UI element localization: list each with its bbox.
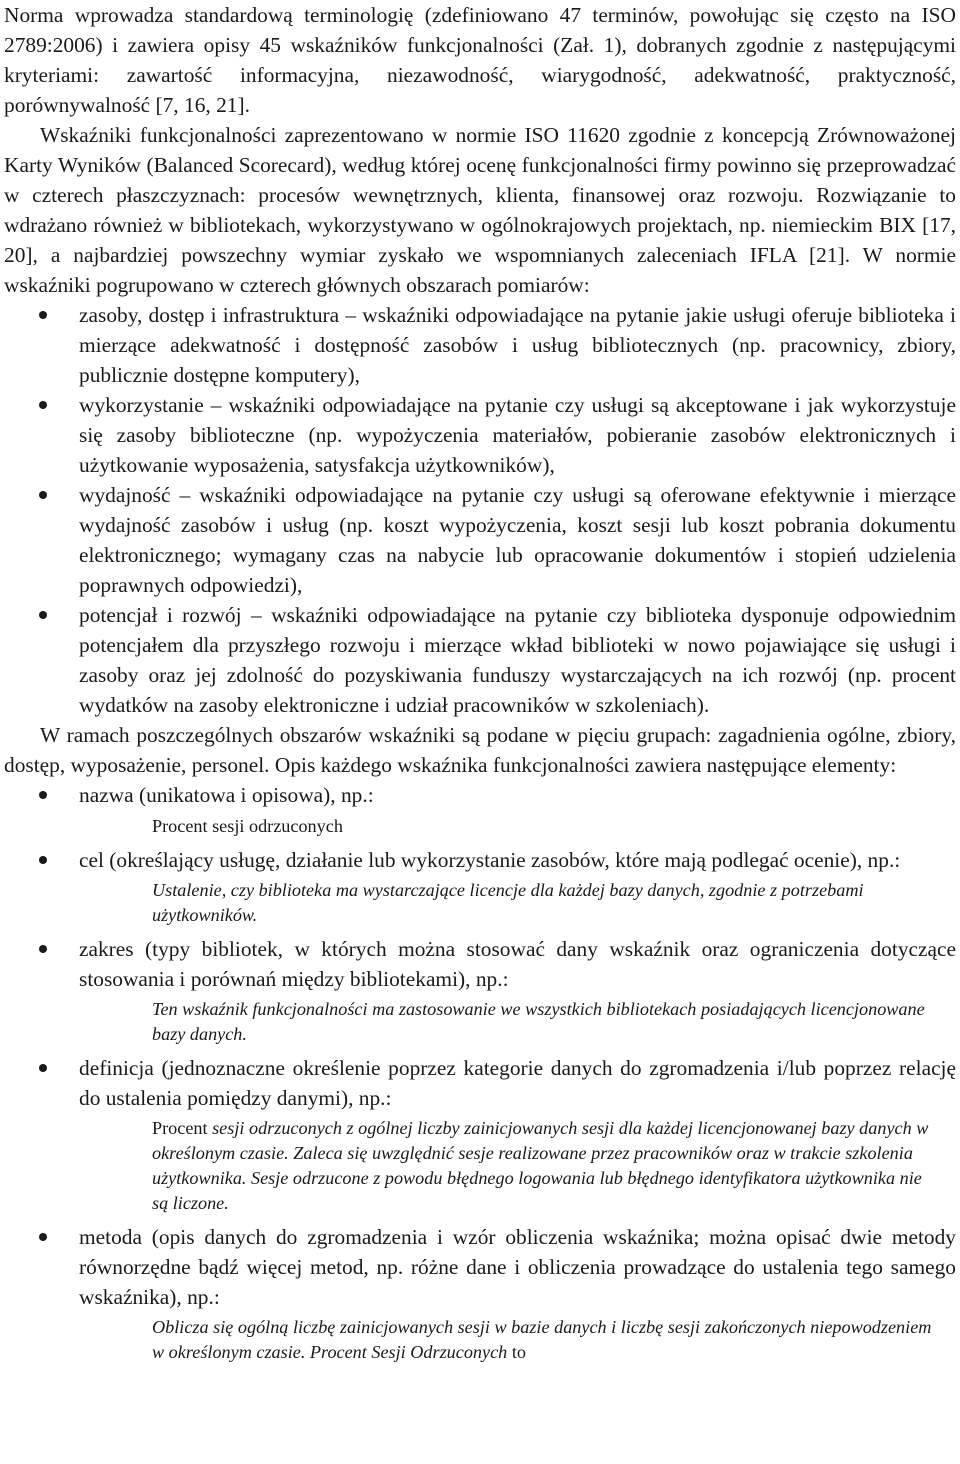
bullet-icon: [39, 401, 47, 409]
bullet-icon: [39, 491, 47, 499]
area-text: wydajność – wskaźniki odpowiadające na pytanie czy usługi są oferowane efektywnie i mierzące wydajność zasobów i usług (np. koszt wypożyczenia, koszt sesji lub koszt pobrania dokumentu elektronicznego; wymagany czas na nabycie lub opracowanie dokumentów i stopień udzielenia poprawnych odpowiedzi),: [79, 483, 956, 597]
paragraph-indicator-groups: W ramach poszczególnych obszarów wskaźniki są podane w pięciu grupach: zagadnienia ogólne, zbiory, dostęp, wyposażenie, personel. Opis każdego wskaźnika funkcjonalności zawiera następujące elementy:: [4, 723, 956, 777]
area-text: wykorzystanie – wskaźniki odpowiadające na pytanie czy usługi są akceptowane i jak wykorzystuje się zasoby biblioteczne (np. wypożyczenia materiałów, pobieranie zasobów elektronicznych i użytkowanie wyposażenia, satysfakcja użytkowników),: [79, 393, 956, 477]
list-item: [4, 480, 956, 600]
example-method: [152, 1315, 956, 1365]
element-label: zakres (typy bibliotek, w których można stosować dany wskaźnik oraz ograniczenia dotyczące stosowania i porównań między bibliotekami), np.:: [79, 937, 956, 991]
example-name: Procent sesji odrzuconych: [152, 816, 343, 836]
example-goal: Ustalenie, czy biblioteka ma wystarczające licencje dla każdej bazy danych, zgodnie z potrzebami użytkowników.: [152, 880, 864, 925]
list-item: [4, 780, 956, 810]
list-item: [4, 845, 956, 875]
paragraph-balanced-scorecard: Wskaźniki funkcjonalności zaprezentowano w normie ISO 11620 zgodnie z koncepcją Zrównoważonej Karty Wyników (Balanced Scorecard), według której ocenę funkcjonalności firmy powinno się przeprowadzać w czterech płaszczyznach: procesów wewnętrznych, klienta, finansowej oraz rozwoju. Rozwiązanie to wdrażano również w bibliotekach, wykorzystywano w ogólnokrajowych projektach, np. niemieckim BIX [17, 20], a najbardziej powszechny wymiar zyskało we wspomnianych zaleceniach IFLA [21]. W normie wskaźniki pogrupowano w czterech głównych obszarach pomiarów:: [4, 123, 956, 297]
list-item: [4, 390, 956, 480]
indicator-elements-list-5: [4, 1222, 956, 1312]
example-definition: [152, 1116, 956, 1216]
area-text: potencjał i rozwój – wskaźniki odpowiadające na pytanie czy biblioteka dysponuje odpowiednim potencjałem dla przyszłego rozwoju i mierzące wkład biblioteki w nowo pojawiające się usługi i zasoby oraz jej zdolność do pozyskiwania funduszy wystarczających na ich rozwój (np. procent wydatków na zasoby elektroniczne i udział pracowników w szkoleniach).: [79, 603, 956, 717]
list-item: [4, 1222, 956, 1312]
area-text: zasoby, dostęp i infrastruktura – wskaźniki odpowiadające na pytanie jakie usługi oferuje biblioteka i mierzące adekwatność i dostępność zasobów i usług bibliotecznych (np. pracownicy, zbiory, publicznie dostępne komputery),: [79, 303, 956, 387]
element-label: metoda (opis danych do zgromadzenia i wzór obliczenia wskaźnika; można opisać dwie metody równorzędne bądź więcej metod, np. różne dane i obliczenia prowadzące do ustalenia tego samego wskaźnika), np.:: [79, 1225, 956, 1309]
element-label: cel (określający usługę, działanie lub wykorzystanie zasobów, które mają podlegać ocenie), np.:: [79, 848, 901, 872]
indicator-elements-list-3: [4, 934, 956, 994]
indicator-elements-list: [4, 780, 956, 810]
list-item: [4, 600, 956, 720]
bullet-icon: [39, 856, 47, 864]
bullet-icon: [39, 945, 47, 953]
bullet-icon: [39, 791, 47, 799]
example-definition-text: sesji odrzuconych z ogólnej liczby zainicjowanych sesji dla każdej licencjonowanej bazy danych w określonym czasie. Zaleca się uwzględnić sesje realizowane przez pracowników oraz w trakcie szkolenia użytkownika. Sesje odrzucone z powodu błędnego logowania lub błędnego identyfikatora użytkownika nie są liczone.: [152, 1118, 929, 1213]
example-method-text: Oblicza się ogólną liczbę zainicjowanych sesji w bazie danych i liczbę sesji zakończonych niepowodzeniem w określonym czasie. Procent Sesji Odrzuconych: [152, 1317, 932, 1362]
example-definition-lead: Procent: [152, 1118, 208, 1138]
element-label: nazwa (unikatowa i opisowa), np.:: [79, 783, 374, 807]
list-item: [4, 934, 956, 994]
paragraph-norm-intro: Norma wprowadza standardową terminologię (zdefiniowano 47 terminów, powołując się często na ISO 2789:2006) i zawiera opisy 45 wskaźników funkcjonalności (Zał. 1), dobranych zgodnie z następującymi kryteriami: zawartość informacyjna, niezawodność, wiarygodność, adekwatność, praktyczność, porównywalność [7, 16, 21].: [4, 3, 956, 117]
indicator-elements-list-4: [4, 1053, 956, 1113]
bullet-icon: [39, 311, 47, 319]
example-method-tail: to: [507, 1342, 526, 1362]
list-item: [4, 1053, 956, 1113]
bullet-icon: [39, 1233, 47, 1241]
element-label: definicja (jednoznaczne określenie poprzez kategorie danych do zgromadzenia i/lub poprzez relację do ustalenia pomiędzy danymi), np.:: [79, 1056, 956, 1110]
list-item: [4, 300, 956, 390]
bullet-icon: [39, 611, 47, 619]
measurement-areas-list: [4, 300, 956, 720]
bullet-icon: [39, 1064, 47, 1072]
indicator-elements-list-2: [4, 845, 956, 875]
example-scope: Ten wskaźnik funkcjonalności ma zastosowanie we wszystkich bibliotekach posiadających licencjonowane bazy danych.: [152, 999, 925, 1044]
